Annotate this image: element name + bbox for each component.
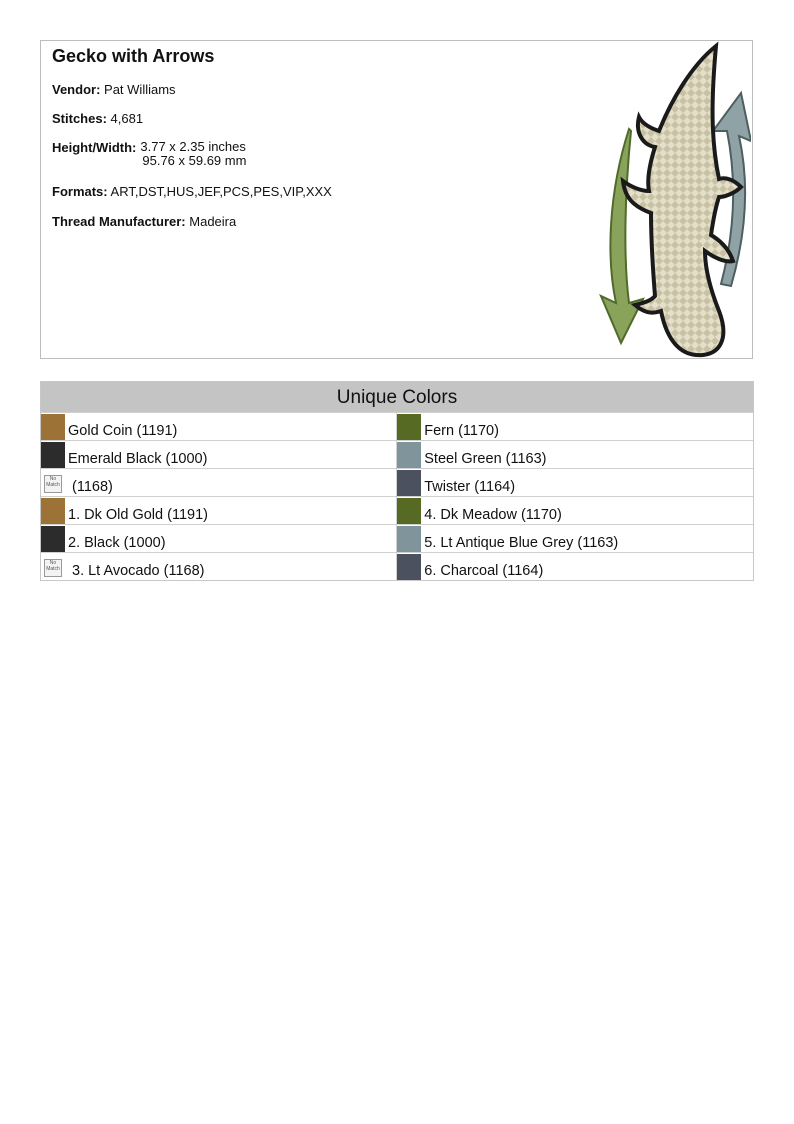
color-swatch xyxy=(397,554,421,580)
color-name: 1. Dk Old Gold (1191) xyxy=(65,497,397,525)
color-swatch-cell xyxy=(397,497,422,525)
stitches-label: Stitches: xyxy=(52,111,107,126)
color-swatch-cell xyxy=(41,553,65,581)
color-name: 5. Lt Antique Blue Grey (1163) xyxy=(421,525,753,553)
formats-row xyxy=(52,184,332,199)
color-name: 6. Charcoal (1164) xyxy=(421,553,753,581)
color-name: 2. Black (1000) xyxy=(65,525,397,553)
no-match-icon: No Match xyxy=(44,475,62,493)
thread-manufacturer-label: Thread Manufacturer: xyxy=(52,214,186,229)
vendor-value: Pat Williams xyxy=(104,82,176,97)
color-swatch-cell xyxy=(397,441,422,469)
thread-manufacturer-row xyxy=(52,214,236,229)
color-row xyxy=(41,553,753,581)
design-info-panel xyxy=(40,40,753,359)
color-swatch-cell xyxy=(41,413,65,441)
color-name: Gold Coin (1191) xyxy=(65,413,397,441)
color-swatch-cell xyxy=(41,441,65,469)
color-swatch xyxy=(41,498,65,524)
color-swatch-cell xyxy=(41,525,65,553)
color-swatch-cell xyxy=(397,469,422,497)
height-width-mm: 95.76 x 59.69 mm xyxy=(142,153,247,168)
color-name: (1168) xyxy=(65,469,397,497)
color-row xyxy=(41,497,753,525)
color-row xyxy=(41,525,753,553)
green-arrow-icon xyxy=(601,129,643,343)
color-swatch xyxy=(397,526,421,552)
color-row xyxy=(41,469,753,497)
formats-label: Formats: xyxy=(52,184,108,199)
stitches-row xyxy=(52,111,143,126)
color-swatch-cell xyxy=(397,413,422,441)
vendor-label: Vendor: xyxy=(52,82,101,97)
color-swatch xyxy=(397,470,421,496)
unique-colors-header: Unique Colors xyxy=(41,382,753,412)
color-swatch xyxy=(41,414,65,440)
color-name: Emerald Black (1000) xyxy=(65,441,397,469)
colors-grid xyxy=(41,412,753,580)
height-width-inches: 3.77 x 2.35 inches xyxy=(140,139,246,154)
gecko-with-arrows-image xyxy=(551,41,751,360)
color-swatch-cell xyxy=(41,497,65,525)
vendor-row xyxy=(52,82,176,97)
gecko-body-icon xyxy=(623,46,741,355)
color-swatch xyxy=(41,442,65,468)
color-swatch xyxy=(397,414,421,440)
color-swatch xyxy=(397,498,421,524)
design-title: Gecko with Arrows xyxy=(52,46,215,66)
height-width-label: Height/Width: xyxy=(52,140,137,155)
thread-manufacturer-value: Madeira xyxy=(189,214,237,229)
color-name: Fern (1170) xyxy=(421,413,753,441)
no-match-icon: No Match xyxy=(44,559,62,577)
color-swatch-cell xyxy=(397,525,422,553)
color-name: Twister (1164) xyxy=(421,469,753,497)
color-swatch-cell xyxy=(41,469,65,497)
color-swatch xyxy=(397,442,421,468)
color-row xyxy=(41,441,753,469)
formats-value: ART,DST,HUS,JEF,PCS,PES,VIP,XXX xyxy=(110,184,332,199)
color-swatch xyxy=(41,526,65,552)
unique-colors-table xyxy=(40,381,754,581)
color-swatch-cell xyxy=(397,553,422,581)
color-name: 3. Lt Avocado (1168) xyxy=(65,553,397,581)
color-name: Steel Green (1163) xyxy=(421,441,753,469)
height-width-row xyxy=(52,140,246,168)
color-row xyxy=(41,413,753,441)
color-name: 4. Dk Meadow (1170) xyxy=(421,497,753,525)
stitches-value: 4,681 xyxy=(110,111,144,126)
